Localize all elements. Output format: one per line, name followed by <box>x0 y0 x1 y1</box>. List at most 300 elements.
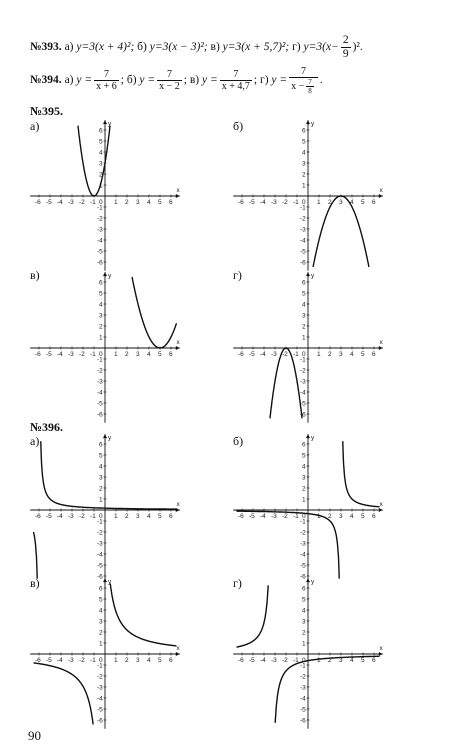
origin-label: 0 <box>99 513 103 520</box>
x-tick-label: 2 <box>328 657 332 664</box>
y-tick-label: -3 <box>97 378 103 386</box>
x-tick-label: -5 <box>249 657 255 664</box>
x-tick-label: -3 <box>271 351 277 358</box>
graph-395a-label: а) <box>30 119 40 133</box>
y-tick-label: 6 <box>99 279 103 287</box>
problem-393-g-expr-left: y=3(x− <box>303 41 339 54</box>
x-tick-label: -3 <box>271 513 277 520</box>
y-tick-label: 4 <box>302 149 306 157</box>
x-tick-label: 6 <box>372 513 376 520</box>
problem-396-number: №396. <box>30 420 64 434</box>
y-tick-label: -5 <box>97 706 103 714</box>
x-tick-label: -2 <box>79 199 85 206</box>
x-tick-label: 1 <box>114 513 118 520</box>
problem-394-number: №394. <box>30 74 62 87</box>
y-axis-label: y <box>108 434 112 442</box>
origin-label: 0 <box>99 657 103 664</box>
problem-394-b-end: ; <box>183 74 187 87</box>
y-tick-label: 5 <box>302 290 306 298</box>
y-tick-label: -6 <box>97 717 103 725</box>
x-tick-label: 6 <box>169 351 173 358</box>
fraction-denominator: 9 <box>342 48 349 60</box>
y-tick-label: -4 <box>300 389 306 397</box>
problem-394-a-y: y = <box>76 74 93 87</box>
y-tick-label: 3 <box>99 312 103 320</box>
problem-394-b-fraction <box>157 69 182 92</box>
y-tick-label: -5 <box>300 562 306 570</box>
origin-label: 0 <box>302 657 306 664</box>
x-tick-label: -2 <box>282 351 288 358</box>
x-tick-label: -3 <box>271 199 277 206</box>
problem-393-b-expr: y=3(x − 3)²; <box>149 41 208 54</box>
fraction-numerator: 2 <box>342 34 349 46</box>
x-tick-label: -2 <box>79 513 85 520</box>
y-tick-label: -1 <box>97 356 103 364</box>
x-axis-label: x <box>176 645 180 652</box>
y-axis-arrow <box>103 434 107 438</box>
x-tick-label: -5 <box>46 513 52 520</box>
x-tick-label: -6 <box>238 657 244 664</box>
x-tick-label: 6 <box>372 199 376 206</box>
x-tick-label: -1 <box>293 351 299 358</box>
x-tick-label: -2 <box>282 657 288 664</box>
x-tick-label: -3 <box>68 199 74 206</box>
problem-393-v-expr: y=3(x + 5,7)²; <box>222 41 290 54</box>
x-tick-label: -4 <box>260 513 266 520</box>
y-tick-label: -2 <box>300 215 306 223</box>
problem-393 <box>30 34 363 61</box>
y-tick-label: -3 <box>300 378 306 386</box>
y-tick-label: -2 <box>300 367 306 375</box>
x-tick-label: -5 <box>249 513 255 520</box>
y-tick-label: 1 <box>99 334 103 342</box>
problem-393-g-label: г) <box>292 41 301 54</box>
x-axis-arrow <box>379 346 383 350</box>
graph-395v <box>30 272 180 419</box>
x-tick-label: -4 <box>57 351 63 358</box>
y-tick-label: -1 <box>300 204 306 212</box>
x-tick-label: 1 <box>317 199 321 206</box>
x-tick-label: 2 <box>328 513 332 520</box>
y-tick-label: 5 <box>302 596 306 604</box>
y-tick-label: -6 <box>300 717 306 725</box>
y-tick-label: 5 <box>302 452 306 460</box>
y-tick-label: 6 <box>99 441 103 449</box>
x-tick-label: -3 <box>271 657 277 664</box>
y-tick-label: -3 <box>97 684 103 692</box>
x-axis-label: x <box>176 501 180 508</box>
fraction-denominator: x + 4,7 <box>221 81 250 92</box>
y-tick-label: -3 <box>300 540 306 548</box>
fraction-denominator: x − 2 <box>159 81 180 92</box>
x-tick-label: 3 <box>136 657 140 664</box>
y-tick-label: -5 <box>300 248 306 256</box>
problem-394-g-fraction <box>289 66 318 95</box>
y-tick-label: -3 <box>300 684 306 692</box>
x-axis-label: x <box>176 187 180 194</box>
y-tick-label: 3 <box>302 160 306 168</box>
y-tick-label: 2 <box>99 485 103 493</box>
problem-394-a-fraction <box>94 69 119 92</box>
origin-label: 0 <box>302 351 306 358</box>
x-tick-label: 3 <box>136 513 140 520</box>
problem-394-g-label: г) <box>259 74 269 87</box>
x-tick-label: 6 <box>169 513 173 520</box>
y-axis-arrow <box>103 272 107 276</box>
y-tick-label: -4 <box>97 695 103 703</box>
x-tick-label: 4 <box>147 351 151 358</box>
y-tick-label: -3 <box>300 226 306 234</box>
x-tick-label: -1 <box>90 513 96 520</box>
x-tick-label: 4 <box>147 513 151 520</box>
y-tick-label: -3 <box>97 540 103 548</box>
y-tick-label: -4 <box>97 551 103 559</box>
y-tick-label: 2 <box>302 485 306 493</box>
fraction-numerator: 7 <box>289 66 318 78</box>
y-axis-arrow <box>103 120 107 124</box>
x-tick-label: 5 <box>158 657 162 664</box>
x-axis-label: x <box>176 339 180 346</box>
x-tick-label: -1 <box>293 657 299 664</box>
x-tick-label: -1 <box>293 513 299 520</box>
graph-396v-label: в) <box>30 576 40 590</box>
x-axis-arrow <box>176 346 180 350</box>
x-tick-label: -5 <box>249 351 255 358</box>
y-tick-label: 5 <box>302 138 306 146</box>
x-tick-label: -1 <box>293 199 299 206</box>
graph-396g-label: г) <box>233 576 242 590</box>
x-tick-label: 6 <box>169 199 173 206</box>
function-curve <box>132 277 176 348</box>
x-tick-label: -1 <box>90 199 96 206</box>
x-tick-label: -5 <box>46 199 52 206</box>
y-tick-label: -2 <box>300 673 306 681</box>
x-tick-label: -3 <box>68 351 74 358</box>
y-tick-label: 2 <box>302 171 306 179</box>
x-axis-arrow <box>379 652 383 656</box>
problem-393-a-expr: y=3(x + 4)²; <box>76 41 135 54</box>
y-axis-label: y <box>311 272 315 280</box>
x-tick-label: 1 <box>317 657 321 664</box>
x-tick-label: 4 <box>350 513 354 520</box>
x-tick-label: 5 <box>361 657 365 664</box>
y-tick-label: -5 <box>300 400 306 408</box>
origin-label: 0 <box>99 351 103 358</box>
y-axis-label: y <box>108 578 112 586</box>
fraction-numerator: 7 <box>220 69 252 81</box>
y-tick-label: 4 <box>99 149 103 157</box>
x-axis-arrow <box>176 652 180 656</box>
x-tick-label: 5 <box>158 513 162 520</box>
y-tick-label: -4 <box>300 551 306 559</box>
nested-den-pre: x − <box>291 80 305 92</box>
x-tick-label: -6 <box>35 199 41 206</box>
y-tick-label: -1 <box>300 356 306 364</box>
problem-393-a-label: а) <box>64 41 74 54</box>
y-tick-label: 4 <box>302 607 306 615</box>
x-tick-label: 2 <box>125 657 129 664</box>
x-tick-label: 1 <box>114 657 118 664</box>
x-tick-label: 2 <box>125 351 129 358</box>
function-curve <box>41 441 177 509</box>
y-tick-label: -5 <box>97 562 103 570</box>
y-tick-label: 3 <box>99 474 103 482</box>
x-tick-label: 2 <box>125 513 129 520</box>
y-tick-label: 1 <box>99 182 103 190</box>
y-axis-label: y <box>311 434 315 442</box>
y-tick-label: -2 <box>97 215 103 223</box>
x-tick-label: -6 <box>238 351 244 358</box>
x-axis-label: x <box>379 187 383 194</box>
x-tick-label: 3 <box>339 351 343 358</box>
y-tick-label: -5 <box>300 706 306 714</box>
y-tick-label: -1 <box>300 518 306 526</box>
y-axis-label: y <box>311 578 315 586</box>
y-tick-label: -1 <box>300 662 306 670</box>
problem-393-number: №393. <box>30 41 62 54</box>
x-tick-label: -6 <box>35 513 41 520</box>
x-tick-label: 3 <box>136 199 140 206</box>
y-tick-label: -6 <box>300 573 306 581</box>
x-tick-label: 5 <box>158 351 162 358</box>
x-tick-label: 3 <box>339 199 343 206</box>
x-axis-label: x <box>379 339 383 346</box>
y-tick-label: 6 <box>99 127 103 135</box>
y-tick-label: 5 <box>99 452 103 460</box>
problem-393-g-expr-right: )². <box>352 41 363 54</box>
y-tick-label: 4 <box>99 301 103 309</box>
function-curve <box>270 348 302 418</box>
problem-393-v-label: в) <box>210 41 220 54</box>
x-tick-label: 2 <box>328 351 332 358</box>
x-tick-label: -2 <box>282 199 288 206</box>
y-tick-label: 3 <box>302 474 306 482</box>
x-tick-label: 1 <box>114 199 118 206</box>
fraction-denominator <box>289 78 318 95</box>
x-tick-label: 1 <box>317 513 321 520</box>
x-axis-arrow <box>176 194 180 198</box>
problem-394 <box>30 66 323 95</box>
x-tick-label: -4 <box>57 513 63 520</box>
y-axis-arrow <box>306 120 310 124</box>
y-tick-label: 1 <box>99 640 103 648</box>
problem-394-v-y: y = <box>202 74 218 87</box>
function-curve <box>237 585 269 647</box>
y-tick-label: 5 <box>99 138 103 146</box>
y-tick-label: 6 <box>302 585 306 593</box>
y-tick-label: 4 <box>302 301 306 309</box>
x-tick-label: -4 <box>57 199 63 206</box>
y-tick-label: -2 <box>97 367 103 375</box>
x-tick-label: -3 <box>68 657 74 664</box>
x-tick-label: 6 <box>372 351 376 358</box>
y-tick-label: -4 <box>97 237 103 245</box>
x-axis-label: x <box>379 645 383 652</box>
y-tick-label: -5 <box>97 248 103 256</box>
function-curve <box>343 441 380 507</box>
graph-395b <box>233 120 383 267</box>
y-tick-label: 3 <box>302 618 306 626</box>
fraction-numerator: 7 <box>308 78 312 86</box>
fraction-denominator: x + 6 <box>96 81 117 92</box>
y-axis-arrow <box>306 272 310 276</box>
y-axis-arrow <box>306 578 310 582</box>
y-tick-label: 1 <box>99 496 103 504</box>
y-tick-label: 6 <box>302 279 306 287</box>
x-tick-label: 5 <box>361 513 365 520</box>
x-tick-label: 6 <box>169 657 173 664</box>
function-curve <box>237 511 340 579</box>
y-tick-label: -1 <box>97 662 103 670</box>
graph-395g <box>233 272 383 419</box>
y-tick-label: 2 <box>99 171 103 179</box>
function-curve <box>34 532 38 579</box>
function-curve <box>313 196 369 267</box>
fraction-numerator: 7 <box>157 69 182 81</box>
graph-395b-label: б) <box>233 119 244 133</box>
graph-396b-label: б) <box>233 434 244 448</box>
problem-394-v-label: в) <box>189 74 200 87</box>
x-tick-label: -4 <box>57 657 63 664</box>
x-tick-label: 6 <box>372 657 376 664</box>
y-tick-label: 2 <box>99 323 103 331</box>
graph-395a <box>30 120 180 267</box>
x-tick-label: 4 <box>350 199 354 206</box>
y-tick-label: -2 <box>97 673 103 681</box>
x-tick-label: -6 <box>35 657 41 664</box>
x-tick-label: -1 <box>90 351 96 358</box>
fraction-denominator: 8 <box>308 87 312 95</box>
x-tick-label: -2 <box>79 657 85 664</box>
function-curve <box>275 656 379 723</box>
problem-394-v-end: ; <box>253 74 258 87</box>
y-axis-arrow <box>306 434 310 438</box>
y-tick-label: 6 <box>302 441 306 449</box>
y-tick-label: 4 <box>99 463 103 471</box>
y-tick-label: -3 <box>97 226 103 234</box>
y-tick-label: -2 <box>300 529 306 537</box>
x-tick-label: 4 <box>147 657 151 664</box>
x-tick-label: 2 <box>125 199 129 206</box>
x-tick-label: 2 <box>328 199 332 206</box>
y-tick-label: 6 <box>302 127 306 135</box>
graph-396g <box>233 578 383 725</box>
y-tick-label: 2 <box>302 323 306 331</box>
x-axis-arrow <box>379 508 383 512</box>
x-tick-label: 4 <box>350 351 354 358</box>
function-curve <box>110 584 176 646</box>
y-tick-label: 5 <box>99 596 103 604</box>
x-tick-label: 1 <box>317 351 321 358</box>
y-tick-label: -2 <box>97 529 103 537</box>
y-axis-label: y <box>311 120 315 128</box>
problem-394-a-end: ; <box>120 74 124 87</box>
x-tick-label: -4 <box>260 351 266 358</box>
x-tick-label: -5 <box>46 351 52 358</box>
x-tick-label: 4 <box>350 657 354 664</box>
graph-396v <box>30 578 180 725</box>
y-tick-label: -1 <box>97 204 103 212</box>
problem-394-g-y: y = <box>271 74 288 87</box>
y-axis-arrow <box>103 578 107 582</box>
y-tick-label: -5 <box>97 400 103 408</box>
y-axis-label: y <box>108 120 112 128</box>
problem-394-b-label: б) <box>126 74 137 87</box>
y-tick-label: -6 <box>300 259 306 267</box>
origin-label: 0 <box>99 199 103 206</box>
y-tick-label: 3 <box>99 618 103 626</box>
y-tick-label: 5 <box>99 290 103 298</box>
x-tick-label: -1 <box>90 657 96 664</box>
x-tick-label: 5 <box>158 199 162 206</box>
problem-393-b-label: б) <box>137 41 147 54</box>
y-tick-label: -6 <box>97 411 103 419</box>
y-tick-label: 4 <box>99 607 103 615</box>
x-tick-label: -3 <box>68 513 74 520</box>
x-tick-label: -6 <box>35 351 41 358</box>
x-tick-label: 5 <box>361 199 365 206</box>
graph-396b <box>233 434 383 581</box>
x-tick-label: 3 <box>339 513 343 520</box>
problem-393-g-fraction <box>341 34 351 61</box>
y-tick-label: -1 <box>97 518 103 526</box>
x-axis-label: x <box>379 501 383 508</box>
x-tick-label: -4 <box>260 657 266 664</box>
x-tick-label: -6 <box>238 199 244 206</box>
x-tick-label: 5 <box>361 351 365 358</box>
x-tick-label: -6 <box>238 513 244 520</box>
graph-396a-label: а) <box>30 434 40 448</box>
x-tick-label: -5 <box>46 657 52 664</box>
y-tick-label: -6 <box>97 573 103 581</box>
fraction-numerator: 7 <box>94 69 119 81</box>
x-tick-label: 4 <box>147 199 151 206</box>
origin-label: 0 <box>302 513 306 520</box>
graph-395g-label: г) <box>233 268 242 282</box>
problem-394-a-label: а) <box>64 74 74 87</box>
x-tick-label: 3 <box>339 657 343 664</box>
y-tick-label: -4 <box>97 389 103 397</box>
problem-394-b-y: y = <box>139 74 156 87</box>
y-tick-label: 6 <box>99 585 103 593</box>
y-axis-label: y <box>108 272 112 280</box>
y-tick-label: 3 <box>99 160 103 168</box>
x-tick-label: -5 <box>249 199 255 206</box>
nested-fraction <box>306 78 314 95</box>
graph-396a <box>30 434 180 581</box>
y-tick-label: 3 <box>302 312 306 320</box>
y-tick-label: 1 <box>302 334 306 342</box>
x-tick-label: -4 <box>260 199 266 206</box>
y-tick-label: -6 <box>97 259 103 267</box>
x-tick-label: 3 <box>136 351 140 358</box>
problem-394-v-fraction <box>220 69 252 92</box>
y-tick-label: -4 <box>300 695 306 703</box>
x-axis-arrow <box>379 194 383 198</box>
function-curve <box>34 663 94 725</box>
x-tick-label: 1 <box>114 351 118 358</box>
y-tick-label: 2 <box>99 629 103 637</box>
graph-395v-label: в) <box>30 268 40 282</box>
y-tick-label: 1 <box>302 496 306 504</box>
y-tick-label: 1 <box>302 640 306 648</box>
y-tick-label: -6 <box>300 411 306 419</box>
y-tick-label: 4 <box>302 463 306 471</box>
x-tick-label: -2 <box>79 351 85 358</box>
problem-394-g-end: . <box>319 74 323 87</box>
y-tick-label: 2 <box>302 629 306 637</box>
y-tick-label: -4 <box>300 237 306 245</box>
